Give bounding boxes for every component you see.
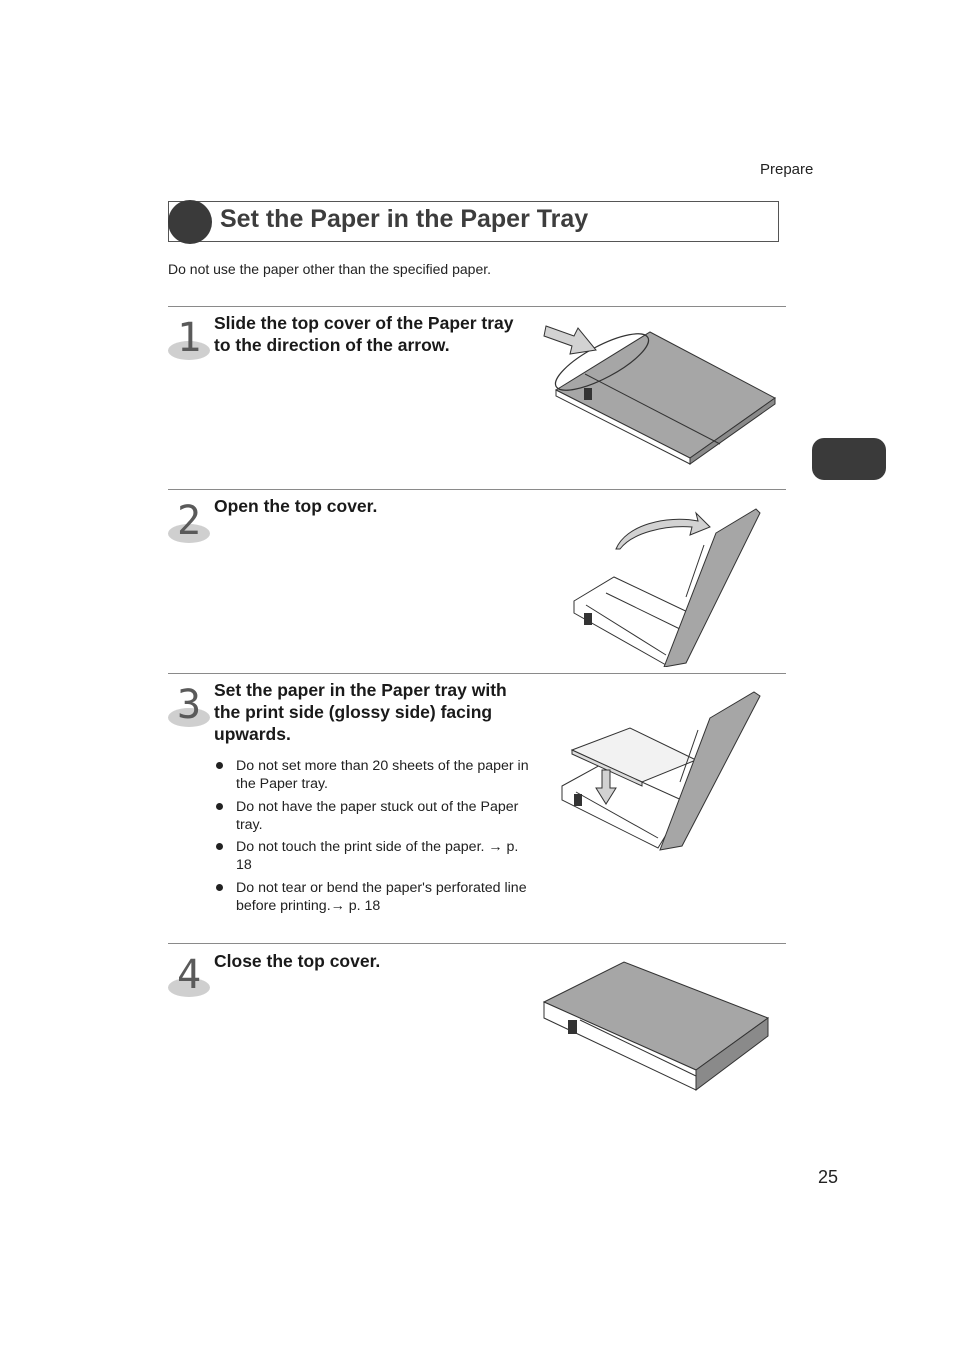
tray-open-cover-illustration [566,505,764,667]
intro-text: Do not use the paper other than the specified paper. [168,261,492,277]
step-number-4 [168,953,212,1001]
step-number-2 [168,499,212,547]
step-1-text: Slide the top cover of the Paper tray to the direction of the arrow. [214,313,514,355]
chapter-tab [812,438,886,480]
bullet-dot [216,884,223,891]
tray-slide-cover-illustration [540,318,780,466]
tray-closed-illustration [540,958,772,1096]
note-item: Do not set more than 20 sheets of the paper in the Paper tray. [214,757,534,794]
note-item: Do not touch the print side of the paper. → p. 18 [214,838,534,875]
page-number: 25 [818,1167,839,1187]
step-3-notes [214,757,534,919]
step-number-digit: 3 [177,682,202,728]
tray-load-paper-illustration [558,688,764,852]
step-number-digit: 1 [177,315,202,361]
section-header: Prepare [760,161,814,178]
title-bullet [168,200,212,244]
step-2-text: Open the top cover. [214,496,378,516]
bullet-dot [216,762,223,769]
note-item: Do not have the paper stuck out of the Paper tray. [214,798,534,835]
step-number-3 [168,683,212,731]
step-number-digit: 4 [177,952,202,998]
step-divider [168,673,786,674]
bullet-dot [216,843,223,850]
step-divider [168,489,786,490]
step-number-1 [168,316,212,364]
step-3-text: Set the paper in the Paper tray with the print side (glossy side) facing upwards. [214,680,507,744]
note-item: Do not tear or bend the paper's perforated line before printing.→ p. 18 [214,879,534,916]
step-divider [168,306,786,307]
bullet-dot [216,803,223,810]
step-4-text: Close the top cover. [214,951,381,971]
step-divider [168,943,786,944]
step-number-digit: 2 [177,498,202,544]
page-title: Set the Paper in the Paper Tray [220,205,589,233]
